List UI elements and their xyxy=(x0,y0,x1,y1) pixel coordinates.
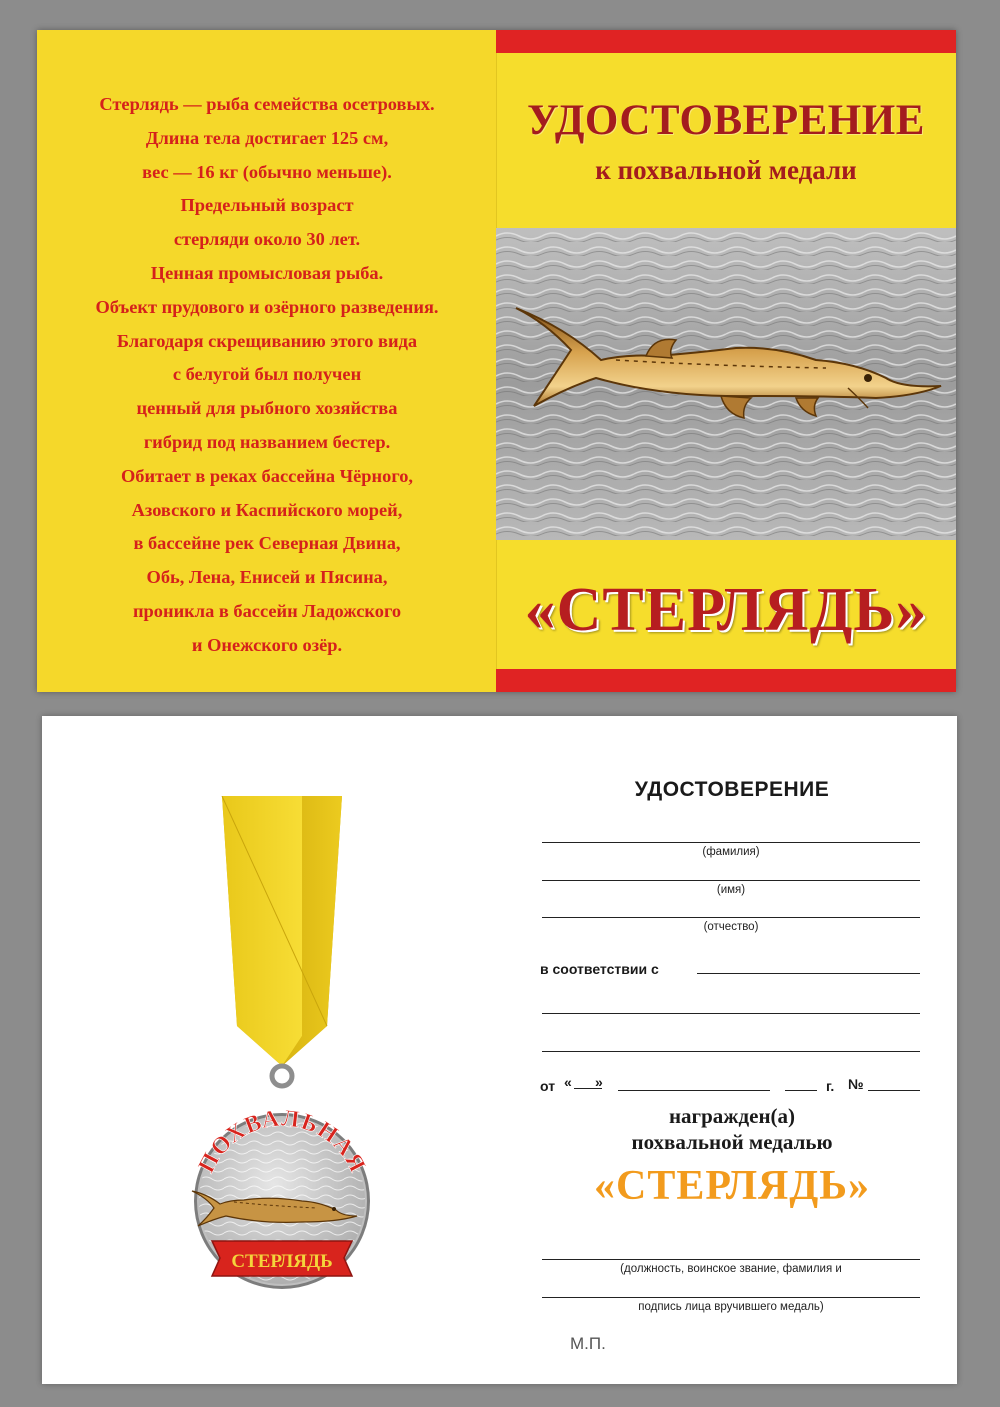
species-text-line: Азовского и Каспийского морей, xyxy=(131,499,403,520)
date-year-line[interactable] xyxy=(785,1090,817,1091)
certificate-inner xyxy=(42,716,957,1384)
medal-upper-inscription: ПОХВАЛЬНАЯ xyxy=(193,1105,371,1178)
species-text-line: Длина тела достигает 125 см, xyxy=(145,127,389,148)
stamp-place: М.П. xyxy=(570,1334,606,1353)
date-prefix: от xyxy=(540,1078,556,1094)
awarded-line1: награжден(а) xyxy=(668,1104,796,1128)
signature-caption: подпись лица вручившего медаль) xyxy=(638,1301,824,1313)
inner-medal-name: «СТЕРЛЯДЬ» xyxy=(593,1163,870,1209)
species-description xyxy=(57,88,477,663)
species-text-line: проникла в бассейн Ладожского xyxy=(132,600,402,621)
medal-image xyxy=(152,796,412,1336)
species-text-line: Стерлядь — рыба семейства осетровых. xyxy=(99,94,435,114)
cover-left-panel xyxy=(37,30,496,692)
signature-line[interactable] xyxy=(542,1297,920,1298)
species-text-line: Обитает в реках бассейна Чёрного, xyxy=(120,465,414,486)
species-text-line: и Онежского озёр. xyxy=(191,634,343,655)
cover-title: УДОСТОВЕРЕНИЕ xyxy=(527,97,925,144)
medal-ring xyxy=(272,1066,292,1086)
species-text-line: Объект прудового и озёрного разведения. xyxy=(95,296,439,317)
medal-banner xyxy=(212,1241,352,1276)
sterlet-on-water-image xyxy=(496,228,956,540)
date-month-line[interactable] xyxy=(618,1090,770,1091)
patronymic-caption: (отчество) xyxy=(703,921,759,933)
medal-lower-inscription: СТЕРЛЯДЬ xyxy=(231,1251,333,1272)
accordance-line[interactable] xyxy=(697,973,920,974)
accordance-label: в соответствии с xyxy=(540,961,659,977)
number-line[interactable] xyxy=(868,1090,920,1091)
date-quote-close: » xyxy=(595,1074,603,1090)
accordance-line-2[interactable] xyxy=(542,1013,920,1014)
name-line[interactable] xyxy=(542,880,920,881)
species-text-line: вес — 16 кг (обычно меньше). xyxy=(142,161,392,182)
species-text-line: с белугой был получен xyxy=(172,364,362,385)
species-text-line: Ценная промысловая рыба. xyxy=(150,262,384,283)
species-text-line: в бассейне рек Северная Двина, xyxy=(133,533,401,554)
surname-line[interactable] xyxy=(542,842,920,843)
inner-title: УДОСТОВЕРЕНИЕ xyxy=(634,778,830,801)
species-text-line: Обь, Лена, Енисей и Пясина, xyxy=(146,567,388,588)
cover-medal-name: «СТЕРЛЯДЬ» xyxy=(524,576,928,644)
name-caption: (имя) xyxy=(716,884,746,896)
medal-ribbon xyxy=(222,796,342,1066)
surname-caption: (фамилия) xyxy=(702,846,760,858)
date-quote-open: « xyxy=(564,1074,572,1090)
position-caption: (должность, воинское звание, фамилия и xyxy=(620,1263,842,1275)
accordance-line-3[interactable] xyxy=(542,1051,920,1052)
red-stripe-top xyxy=(496,30,956,53)
red-stripe-bottom xyxy=(496,669,956,692)
number-sign: № xyxy=(848,1076,864,1092)
patronymic-line[interactable] xyxy=(542,917,920,918)
species-text-line: Предельный возраст xyxy=(180,195,354,216)
certificate-cover xyxy=(37,30,956,692)
species-text-line: гибрид под названием бестер. xyxy=(143,431,391,452)
awarded-line2: похвальной медалью xyxy=(631,1130,833,1154)
cover-subtitle: к похвальной медали xyxy=(595,155,857,185)
species-text-line: стерляди около 30 лет. xyxy=(173,229,361,250)
species-text-line: ценный для рыбного хозяйства xyxy=(136,398,398,419)
species-text-line: Благодаря скрещиванию этого вида xyxy=(116,330,418,351)
year-suffix: г. xyxy=(826,1078,835,1094)
presenter-line[interactable] xyxy=(542,1259,920,1260)
